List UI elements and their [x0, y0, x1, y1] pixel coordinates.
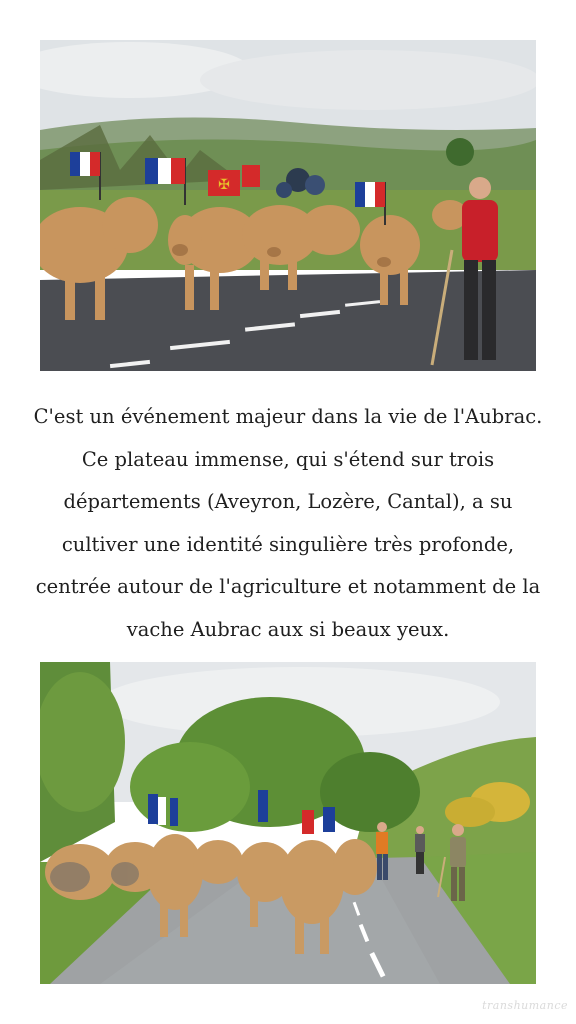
caption-line: vache Aubrac aux si beaux yeux.	[126, 617, 450, 641]
caption-line: centrée autour de l'agriculture et notamment de la	[35, 575, 541, 599]
watermark-logo	[482, 999, 568, 1012]
cattle-herd-illustration	[40, 662, 536, 984]
article-caption	[18, 396, 558, 652]
caption-line: départements (Aveyron, Lozère, Cantal), a su	[63, 490, 513, 514]
watermark-text: transhumance	[482, 999, 568, 1012]
caption-line: Ce plateau immense, qui s'étend sur trois	[81, 447, 495, 471]
svg-text:✠: ✠	[218, 177, 230, 193]
cattle-procession-illustration	[40, 40, 536, 371]
caption-line: C'est un événement majeur dans la vie de l'Aubrac.	[33, 405, 543, 428]
caption-line: cultiver une identité singulière très profonde,	[61, 532, 515, 556]
photo-cattle-procession-top	[40, 40, 536, 371]
photo-cattle-herd-bottom	[40, 662, 536, 984]
